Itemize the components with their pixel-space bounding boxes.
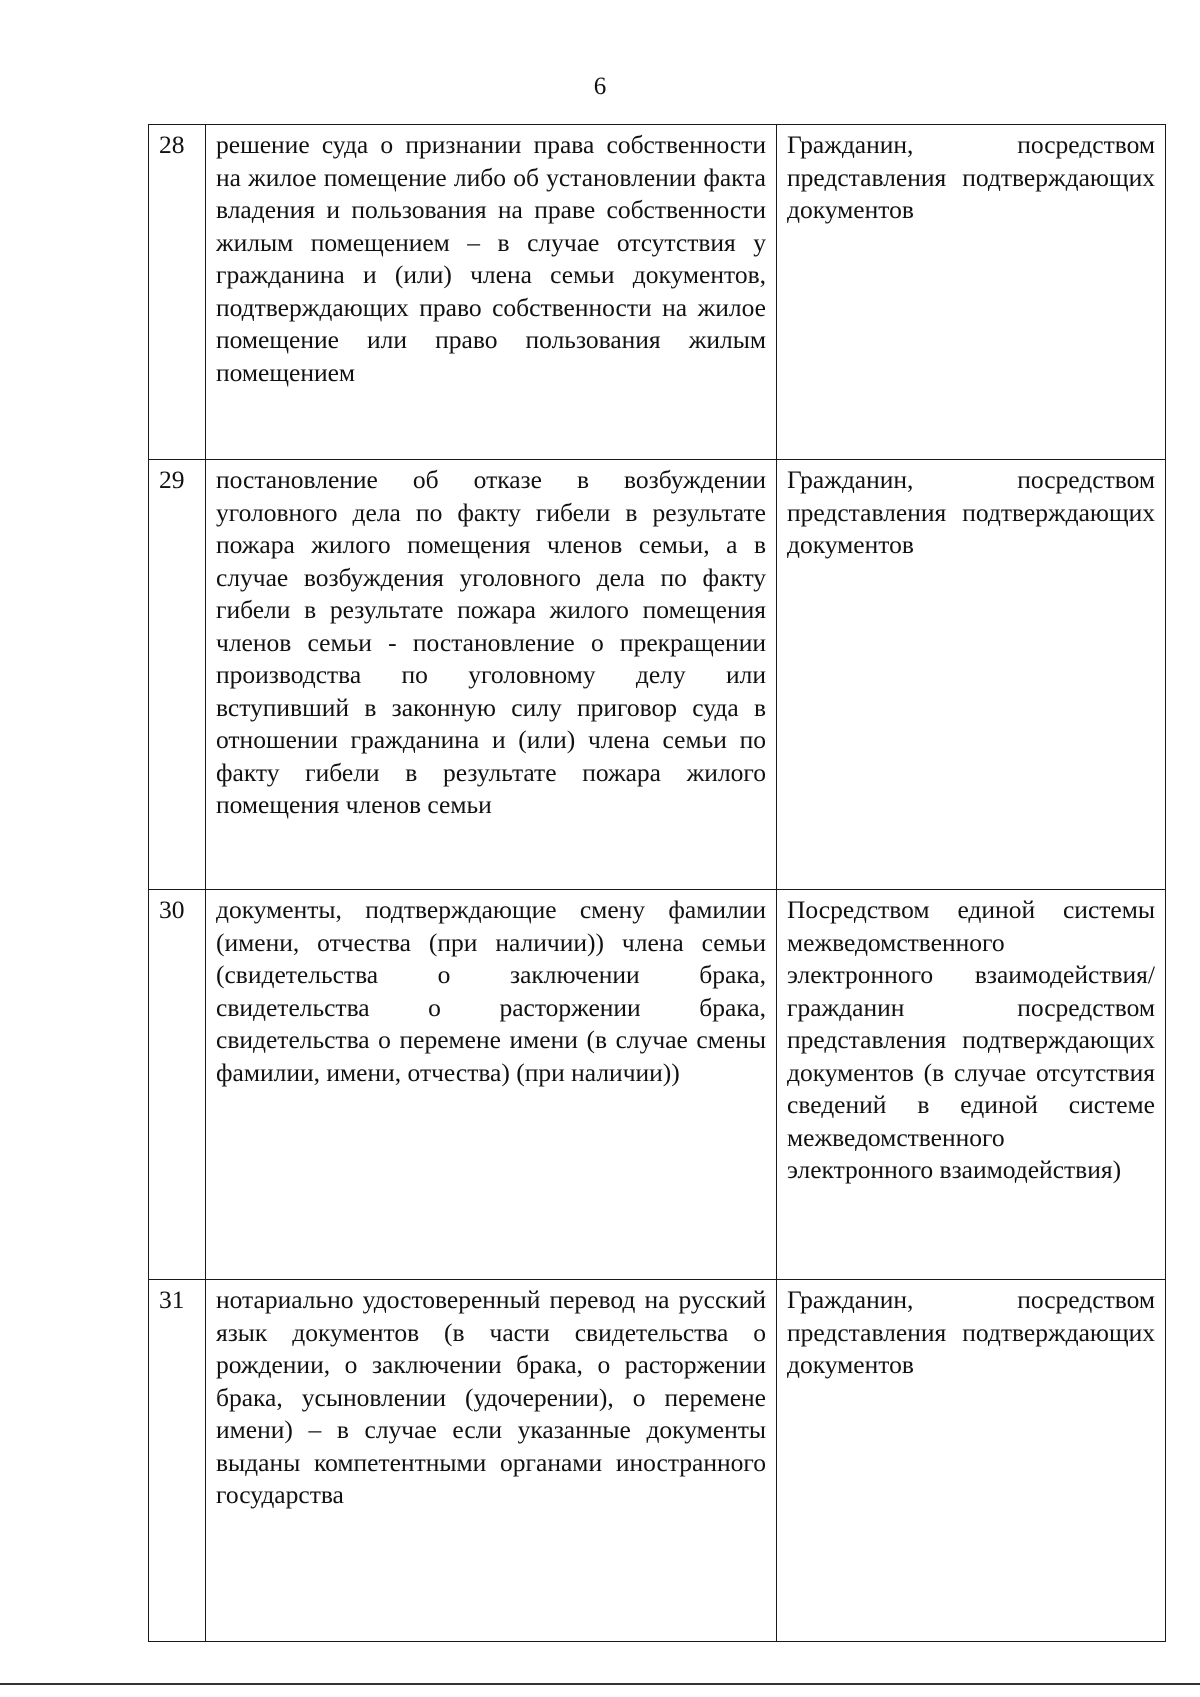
row-number: 28 (149, 125, 206, 460)
table-row (149, 1280, 1166, 1642)
document-description: документы, подтверждающие смену фамилии (имени, отчества (при наличии)) члена семьи (свидетельства о заключении брака, свидетельства о расторжении брака, свидетельства о перемене имени (в случае смены фамилии, имени, отчества) (при наличии)) (206, 890, 777, 1280)
documents-table (148, 124, 1166, 1642)
row-number: 29 (149, 460, 206, 890)
submission-method: Гражданин, посредством представления подтверждающих документов (777, 125, 1166, 460)
bottom-divider (0, 1683, 1200, 1685)
row-number: 31 (149, 1280, 206, 1642)
document-description: нотариально удостоверенный перевод на русский язык документов (в части свидетельства о рождении, о заключении брака, о расторжении брака, усыновлении (удочерении), о перемене имени) – в случае если указанные документы выданы компетентными органами иностранного государства (206, 1280, 777, 1642)
submission-method: Посредством единой системы межведомственного электронного взаимодействия/ гражданин посредством представления подтверждающих документов (в случае отсутствия сведений в единой системе межведомственного электронного взаимодействия) (777, 890, 1166, 1280)
submission-method: Гражданин, посредством представления подтверждающих документов (777, 460, 1166, 890)
table-row (149, 460, 1166, 890)
document-description: решение суда о признании права собственности на жилое помещение либо об установлении факта владения и пользования на праве собственности жилым помещением – в случае отсутствия у гражданина и (или) члена семьи документов, подтверждающих право собственности на жилое помещение или право пользования жилым помещением (206, 125, 777, 460)
table-row (149, 890, 1166, 1280)
table-row (149, 125, 1166, 460)
row-number: 30 (149, 890, 206, 1280)
document-description: постановление об отказе в возбуждении уголовного дела по факту гибели в результате пожара жилого помещения членов семьи, а в случае возбуждения уголовного дела по факту гибели в результате пожара жилого помещения членов семьи - постановление о прекращении производства по уголовному делу или вступивший в законную силу приговор суда в отношении гражданина и (или) члена семьи по факту гибели в результате пожара жилого помещения членов семьи (206, 460, 777, 890)
submission-method: Гражданин, посредством представления подтверждающих документов (777, 1280, 1166, 1642)
page-number: 6 (593, 73, 607, 100)
